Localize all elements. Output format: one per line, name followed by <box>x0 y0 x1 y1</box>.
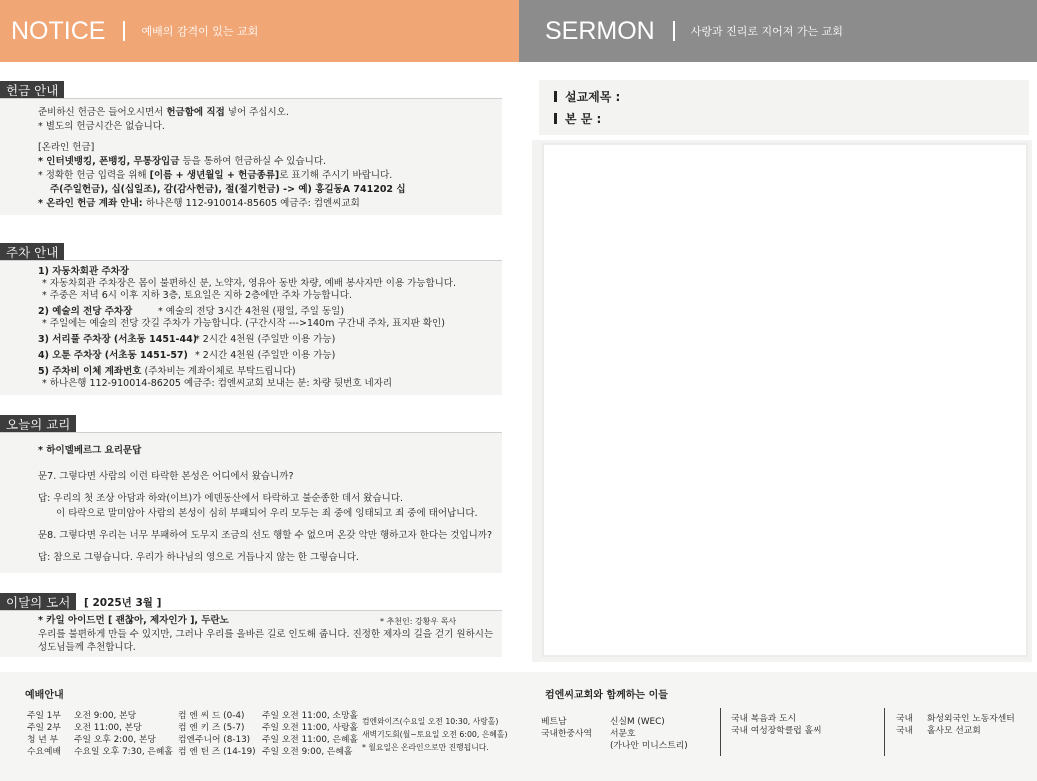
offering-section <box>0 99 502 215</box>
sermon-title-label: 설교제목 : <box>565 90 621 104</box>
sermon-text-label: 본 문 : <box>565 112 602 126</box>
partners-domestic-label: 국내 국내 <box>896 714 913 736</box>
worship-col-times: 오전 9:00, 본당 오전 11:00, 본당 주일 오후 2:00, 본당 수요일 오후 7:30, 은혜홀 <box>74 711 173 757</box>
worship-title: 예배안내 <box>25 690 64 701</box>
doctrine-answer: 이 타락으로 말미암아 사람의 본성이 심히 부패되어 우리 모두는 죄 중에 잉태되고 죄 중에 태어납니다. <box>56 508 478 519</box>
book-month: [ 2025년 3월 ] <box>84 597 162 609</box>
book-section <box>0 611 502 657</box>
sermon-text-row <box>554 110 601 127</box>
offering-line: * 별도의 헌금시간은 없습니다. <box>38 121 165 132</box>
doctrine-section <box>0 433 502 573</box>
sermon-header <box>519 0 1037 62</box>
parking-item-fee: * 예술의 전당 3시간 4천원 (평일, 주일 동일) <box>158 306 345 317</box>
sermon-notes-area <box>542 143 1028 657</box>
offering-account: * 온라인 헌금 계좌 안내: 하나은행 112-910014-85605 예금주: 컴엔씨교회 <box>38 198 360 209</box>
offering-code-line: 주(주일헌금), 십(십일조), 감(감사헌금), 절(절기헌금) -> 예) 홍길동A 741202 십 <box>50 184 406 195</box>
parking-item-title: 5) 주차비 이체 계좌번호 (주차비는 계좌이체로 부탁드립니다) <box>38 366 296 377</box>
offering-line: * 정확한 헌금 입력을 위해 [이름 + 생년월일 + 헌금종류]로 표기해 주시기 바랍니다. <box>38 170 393 181</box>
divider <box>720 708 721 756</box>
parking-section-title: 주차 안내 <box>0 243 64 262</box>
header-divider <box>123 21 125 41</box>
parking-section <box>0 261 502 395</box>
offering-line: 준비하신 헌금은 들어오시면서 헌금함에 직접 넣어 주십시오. <box>38 107 289 118</box>
parking-account: * 하나은행 112-910014-86205 예금주: 컴엔씨교회 보내는 분: 차량 뒷번호 네자리 <box>42 378 393 389</box>
parking-section-title-wrap <box>0 242 64 262</box>
parking-item-fee: * 2시간 4천원 (주일만 이용 가능) <box>195 350 336 361</box>
parking-item-fee: * 2시간 4천원 (주일만 이용 가능) <box>195 334 336 345</box>
worship-col-services: 주일 1부 주일 2부 청 년 부 수요예배 <box>27 711 61 757</box>
worship-col-youth: 컴 엔 씨 드 (0-4) 컴 엔 키 즈 (5-7) 컴엔주니어 (8-13) 컴 엔 틴 즈 (14-19) <box>178 711 256 757</box>
doctrine-heading: * 하이델베르그 요리문답 <box>38 445 142 456</box>
notice-subtitle: 예배의 감격이 있는 교회 <box>141 25 259 38</box>
sermon-title-row <box>554 88 620 105</box>
marker <box>554 91 557 102</box>
parking-item-desc: * 주중은 저녁 6시 이후 지하 3층, 토요일은 지하 2층에만 주차 가능합니다. <box>42 290 352 301</box>
marker <box>554 113 557 124</box>
parking-item-desc: * 주일에는 예술의 전당 갓길 주차가 가능합니다. (구간시작 --->140m 구간내 주차, 표지판 확인) <box>42 318 445 329</box>
online-offering-label: [온라인 헌금] <box>38 142 95 153</box>
notice-header <box>0 0 519 62</box>
offering-section-title-wrap <box>0 80 64 100</box>
parking-item-title: 3) 서리풀 주차장 (서초동 1451-44) <box>38 334 198 345</box>
book-name: * 카일 아이드먼 [ 괜찮아, 제자인가 ], 두란노 <box>38 615 229 626</box>
parking-item-title: 1) 자동차회관 주차장 <box>38 266 129 277</box>
doctrine-section-title-wrap <box>0 414 76 434</box>
book-recommender: * 추천인: 강황우 목사 <box>380 617 457 626</box>
notice-title: NOTICE <box>11 16 106 45</box>
book-description: 우리를 불편하게 만들 수 있지만, 그러나 우리를 올바른 길로 인도해 줍니다. 진정한 제자의 길을 걷기 원하시는 <box>38 629 494 640</box>
sermon-title: SERMON <box>545 16 655 45</box>
partners-regions: 베트남 국내한중사역 <box>541 717 592 739</box>
partners-domestic: 국내 복음과 도시 국내 여성장학클럽 홀씨 <box>731 714 822 736</box>
book-description: 성도님들께 추천합니다. <box>38 642 136 653</box>
footer <box>0 672 1037 781</box>
parking-item-title: 4) 오툰 주차장 (서초동 1451-57) <box>38 350 188 361</box>
parking-item-title: 2) 예술의 전당 주차장 <box>38 306 133 317</box>
offering-section-title: 헌금 안내 <box>0 81 64 100</box>
partners-names: 신실M (WEC) 서문호 (가나안 미니스트리) <box>610 717 688 751</box>
book-section-title-wrap <box>0 592 76 612</box>
header-divider <box>673 21 675 41</box>
book-section-title: 이달의 도서 <box>0 593 76 612</box>
doctrine-question: 문8. 그렇다면 우리는 너무 부패하여 도무지 조금의 선도 행할 수 없으며 온갖 악만 행하고자 한다는 것입니까? <box>38 530 493 541</box>
partners-domestic-names: 화성외국인 노동자센터 홀사모 선교회 <box>927 714 1015 736</box>
worship-col-other: 컴엔와이즈(수요일 오전 10:30, 사랑홀) 새벽기도회(월~토요일 오전 6:00, 은혜홀) * 월요일은 온라인으로만 진행됩니다. <box>362 717 508 752</box>
parking-item-desc: * 자동차회관 주차장은 몸이 불편하신 분, 노약자, 영유아 동반 차량, 예배 봉사자만 이용 가능합니다. <box>42 278 456 289</box>
divider <box>884 708 885 756</box>
doctrine-section-title: 오늘의 교리 <box>0 415 76 434</box>
offering-line: * 인터넷뱅킹, 폰뱅킹, 무통장입금 등을 통하여 헌금하실 수 있습니다. <box>38 156 327 167</box>
sermon-subtitle: 사랑과 진리로 지어져 가는 교회 <box>690 25 843 38</box>
doctrine-answer: 답: 참으로 그렇습니다. 우리가 하나님의 영으로 거듭나지 않는 한 그렇습니다. <box>38 552 359 563</box>
doctrine-question: 문7. 그렇다면 사람의 이런 타락한 본성은 어디에서 왔습니까? <box>38 471 294 482</box>
doctrine-answer: 답: 우리의 첫 조상 아담과 하와(이브)가 에덴동산에서 타락하고 불순종한 데서 왔습니다. <box>38 493 404 504</box>
partners-title: 컴엔씨교회와 함께하는 이들 <box>545 690 668 701</box>
worship-col-youth-times: 주일 오전 11:00, 소망홀 주일 오전 11:00, 사랑홀 주일 오전 11:00, 은혜홀 주일 오전 9:00, 은혜홀 <box>262 711 359 757</box>
